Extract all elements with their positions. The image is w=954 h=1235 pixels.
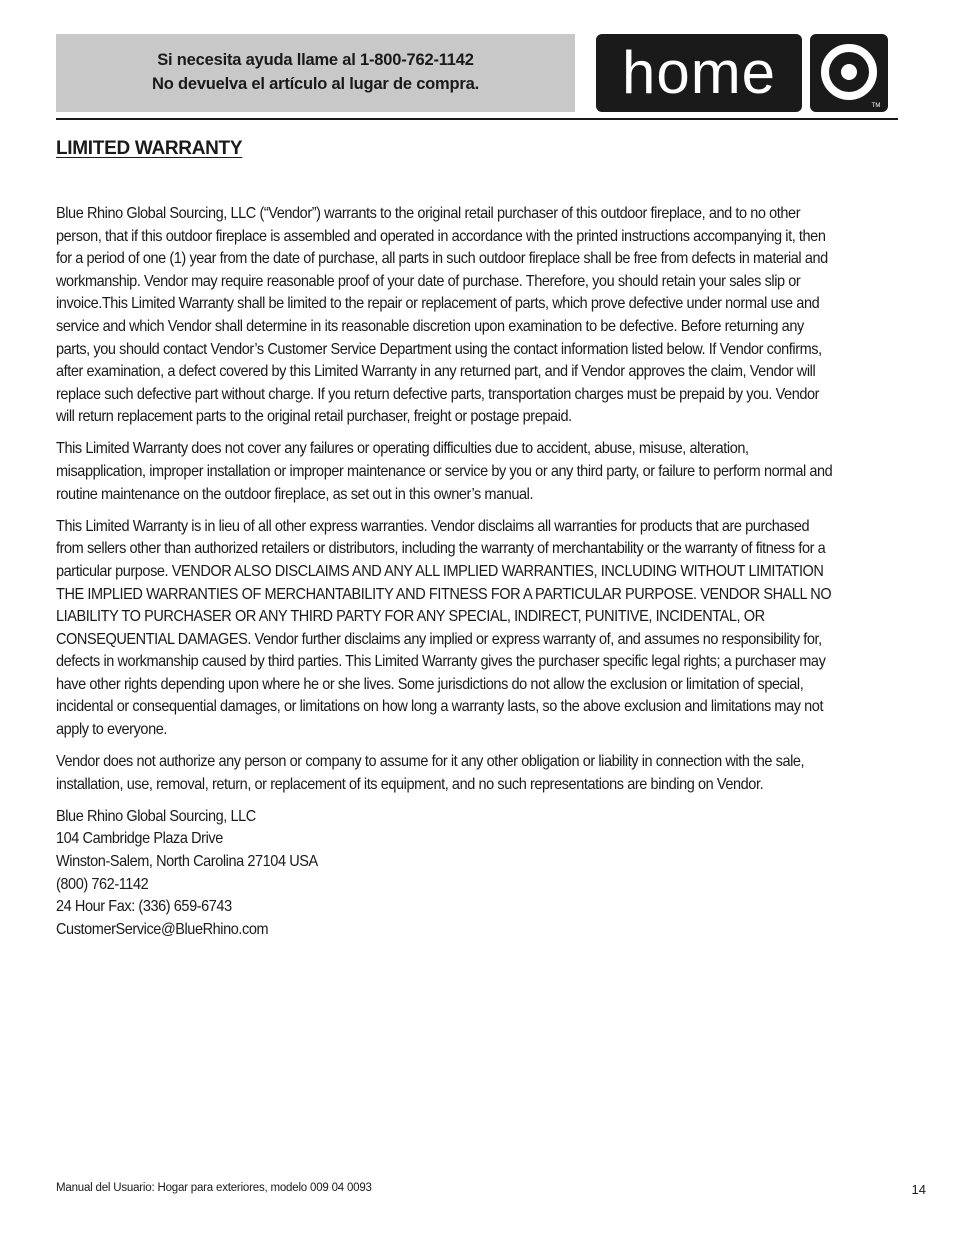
footer-manual-text: Manual del Usuario: Hogar para exteriores, modelo 009 04 0093 bbox=[56, 1182, 372, 1194]
warranty-paragraph: Blue Rhino Global Sourcing, LLC (“Vendor”) warrants to the original retail purchaser of this outdoor fireplace, and to no other person, that if this outdoor fireplace is assembled and operated in accordance with the printed instructions accompanying it, then for a period of one (1) year from the date of purchase, all parts in such outdoor fireplace shall be free from defects in material and workmanship. Vendor may require reasonable proof of your date of purchase. Therefore, you should retain your sales slip or invoice.This Limited Warranty shall be limited to the repair or replacement of parts, which prove defective under normal use and service and which Vendor shall determine in its reasonable discretion upon examination to be defective. Before returning any parts, you should contact Vendor’s Customer Service Department using the contact information listed below. If Vendor confirms, after examination, a defect covered by this Limited Warranty in any returned part, and if Vendor approves the claim, Vendor will replace such defective part without charge. If you return defective parts, transportation charges must be prepaid by you. Vendor will return replacement parts to the original retail purchaser, freight or postage prepaid. bbox=[56, 205, 828, 426]
home-target-logo bbox=[596, 33, 888, 113]
header-divider bbox=[56, 118, 898, 120]
address-phone: (800) 762-1142 bbox=[56, 875, 149, 893]
address-email: CustomerService@BlueRhino.com bbox=[56, 920, 269, 938]
address-street: 104 Cambridge Plaza Drive bbox=[56, 830, 223, 848]
logo-word: home bbox=[621, 39, 777, 106]
target-dot-icon bbox=[841, 64, 857, 80]
warranty-paragraph: This Limited Warranty is in lieu of all other express warranties. Vendor disclaims all warranties for products that are purchased from sellers other than authorized retailers or distributors, including the warranty of merchantability or the warranty of fitness for a particular purpose. VENDOR ALSO DISCLAIMS AND ANY ALL IMPLIED WARRANTIES, INCLUDING WITHOUT LIMITATION THE IMPLIED WARRANTIES OF MERCHANTABILITY AND FITNESS FOR A PARTICULAR PURPOSE. VENDOR SHALL NO LIABILITY TO PURCHASER OR ANY THIRD PARTY FOR ANY SPECIAL, INDIRECT, PUNITIVE, INCIDENTAL, OR CONSEQUENTIAL DAMAGES. Vendor further disclaims any implied or express warranty of, and assumes no responsibility for, defects in workmanship caused by third parties. This Limited Warranty gives the purchaser specific legal rights; a purchaser may have other rights depending upon where he or she lives. Some jurisdictions do not allow the exclusion or limitation of special, incidental or consequential damages, or limitations on how long a warranty lasts, so the above exclusion and limitations may not apply to everyone. bbox=[56, 517, 832, 739]
page-title: LIMITED WARRANTY bbox=[56, 138, 243, 159]
help-banner bbox=[56, 34, 575, 112]
address-city: Winston-Salem, North Carolina 27104 USA bbox=[56, 853, 318, 871]
warranty-paragraph: Vendor does not authorize any person or company to assume for it any other obligation or liability in connection with the sale, installation, use, removal, return, or replacement of its equipment, and no such representations are binding on Vendor. bbox=[56, 753, 805, 793]
warranty-body bbox=[56, 203, 839, 941]
address-company: Blue Rhino Global Sourcing, LLC bbox=[56, 807, 256, 825]
vendor-address bbox=[56, 806, 839, 942]
logo-trademark: TM bbox=[871, 103, 881, 109]
warranty-paragraph: This Limited Warranty does not cover any failures or operating difficulties due to accident, abuse, misuse, alteration, misapplication, improper installation or improper maintenance or service by you or any third party, or failure to perform normal and routine maintenance on the outdoor fireplace, as set out in this owner’s manual. bbox=[56, 440, 833, 503]
page-number: 14 bbox=[911, 1182, 926, 1197]
return-notice-line: No devuelva el artículo al lugar de compra. bbox=[151, 75, 479, 93]
help-phone-line: Si necesita ayuda llame al 1-800-762-1142 bbox=[157, 51, 474, 69]
address-fax: 24 Hour Fax: (336) 659-6743 bbox=[56, 898, 232, 916]
